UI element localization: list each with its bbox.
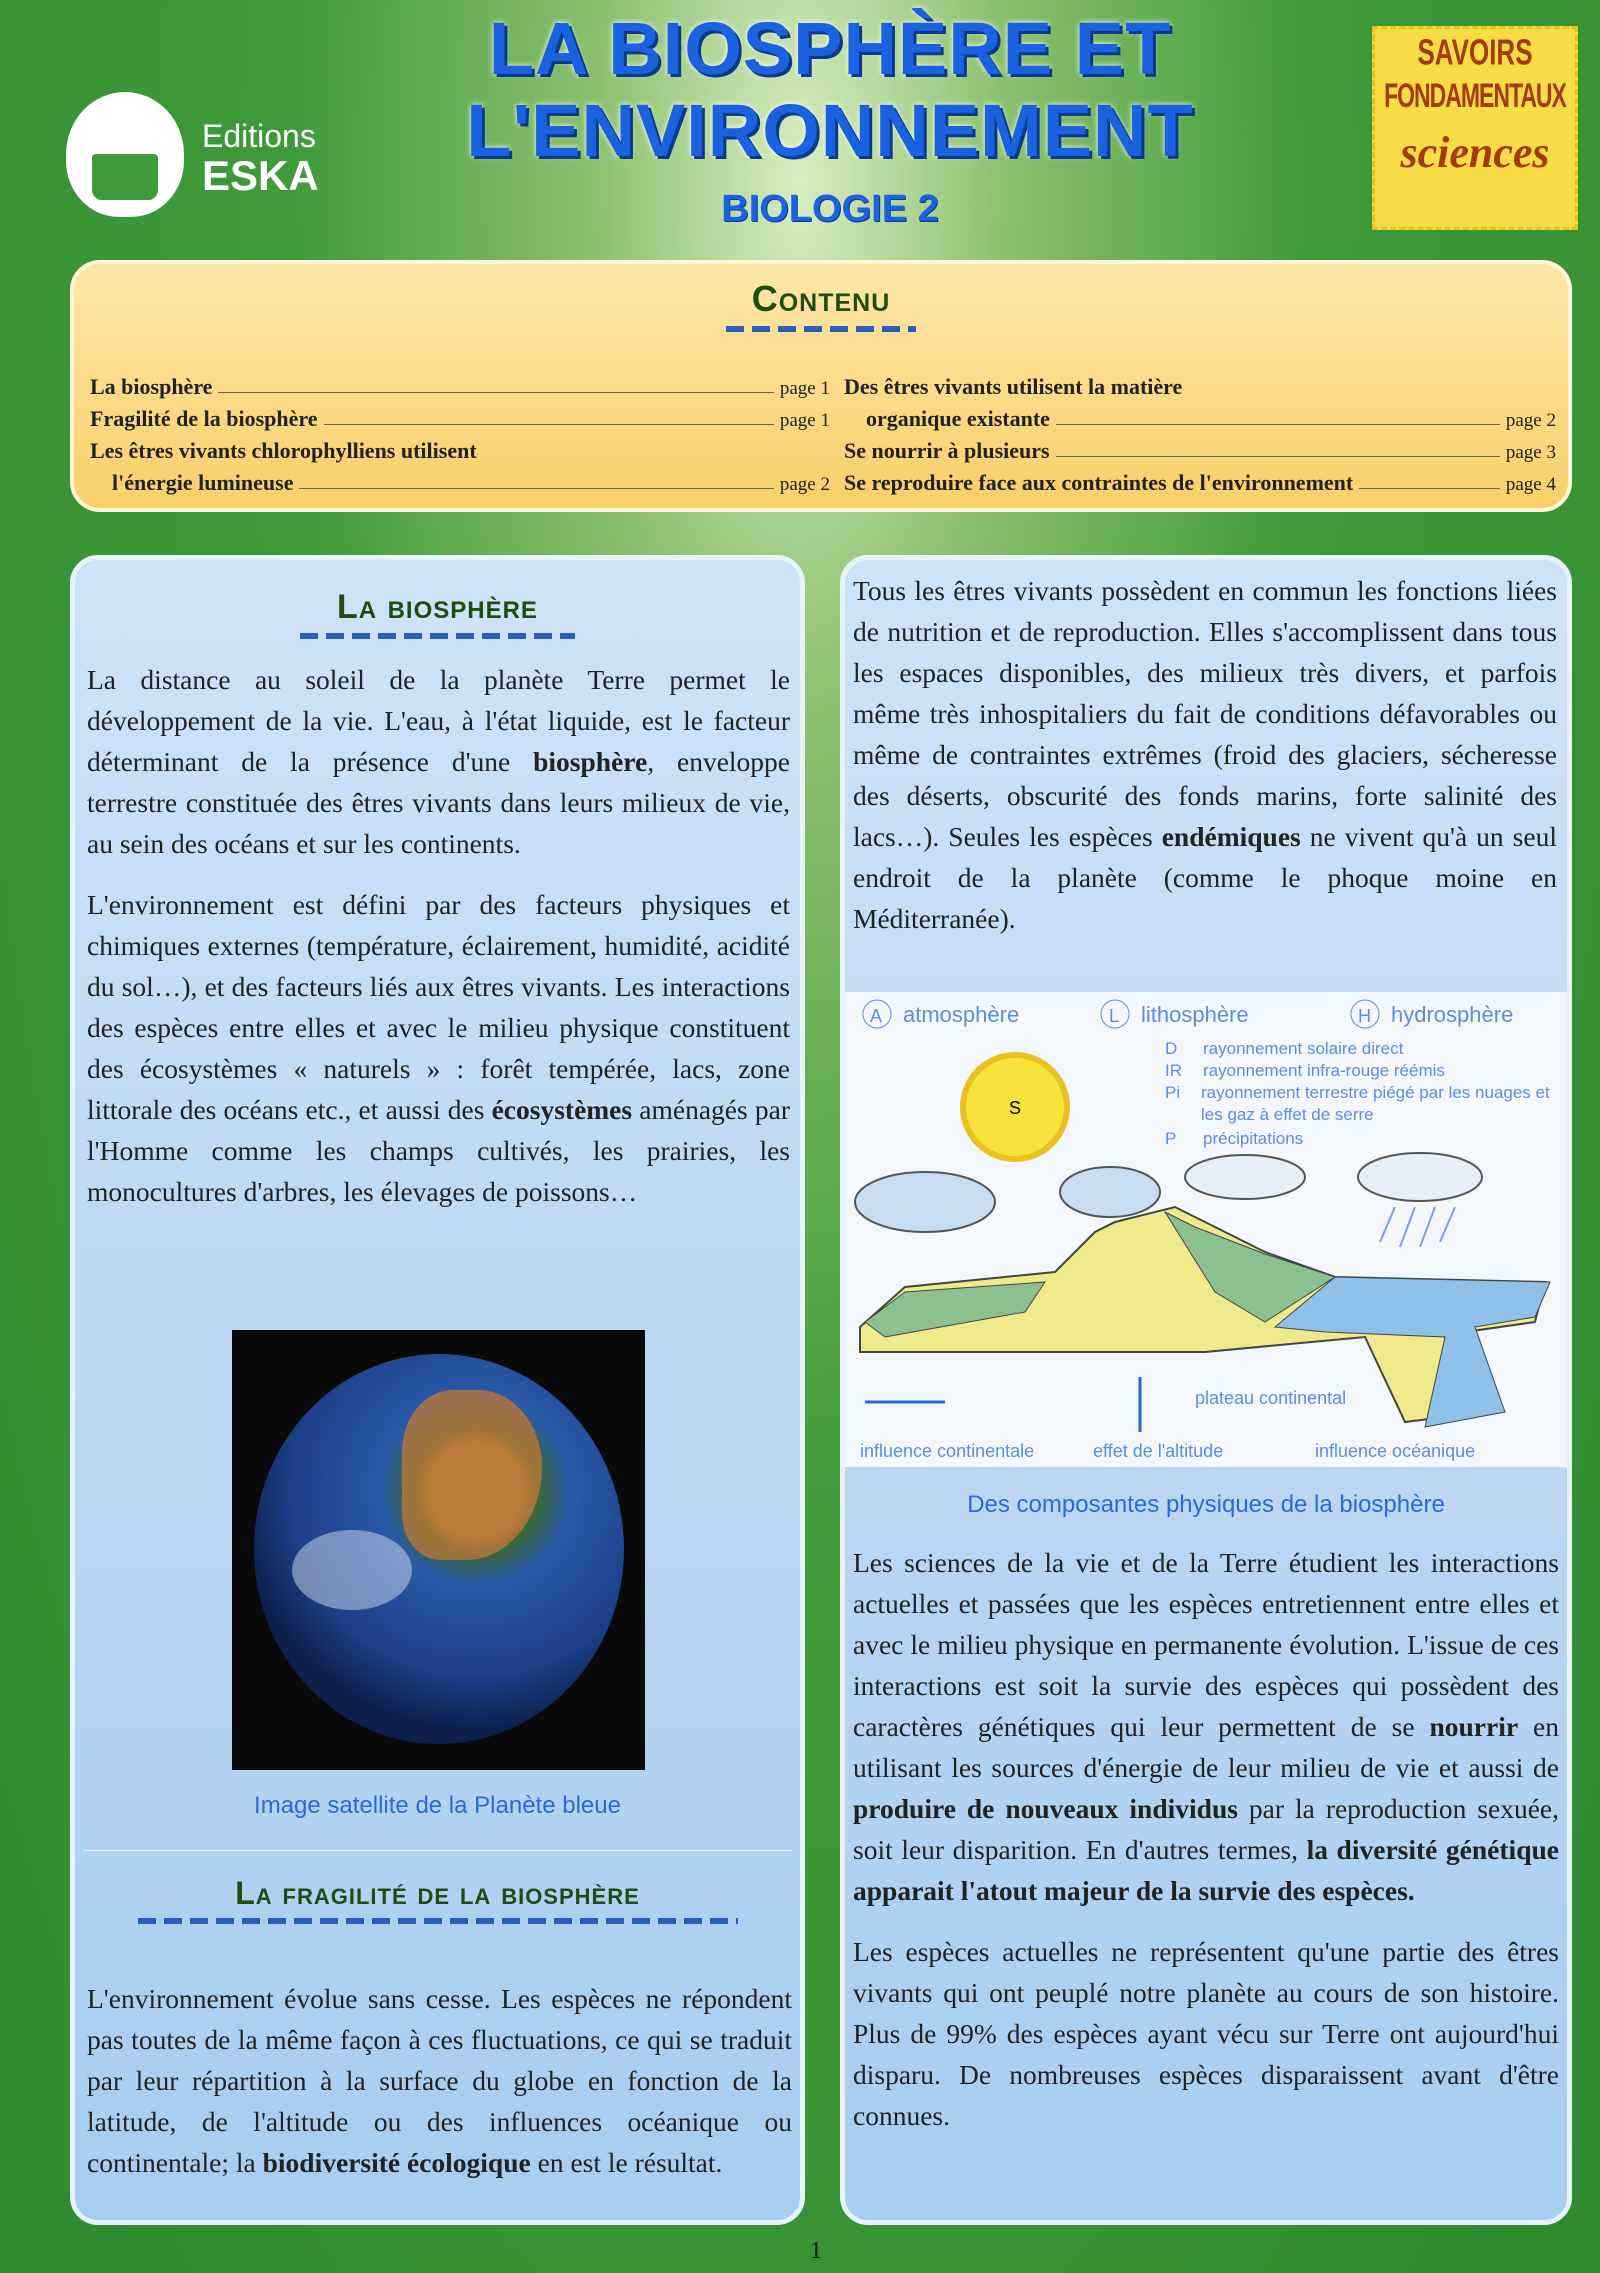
cloud-icon <box>1060 1167 1160 1217</box>
legend-atmosphere: atmosphère <box>903 1002 1020 1027</box>
divider <box>138 1918 738 1924</box>
svg-text:H: H <box>1358 1006 1371 1026</box>
diagram-caption: Des composantes physiques de la biosphère <box>845 1480 1567 1530</box>
svg-text:A: A <box>870 1006 883 1026</box>
note: rayonnement infra-rouge réémis <box>1203 1061 1445 1080</box>
earth-image <box>232 1330 645 1770</box>
note: précipitations <box>1203 1129 1304 1148</box>
logo-book-icon <box>92 154 158 200</box>
page-subtitle: BIOLOGIE 2 <box>721 188 939 230</box>
cloud-icon <box>1185 1155 1305 1199</box>
left-column <box>70 555 805 2225</box>
toc-left <box>90 368 830 496</box>
paragraph: Les espèces actuelles ne représentent qu'une partie des êtres vivants qui ont peuplé notre planète au cours de son histoire. Plus de 99% des espèces ayant vécu sur Terre ont aujourd'hui disparu. De nombreuses espèces disparaissent avant d'être connues. <box>853 1936 1559 2131</box>
toc-item[interactable]: Se reproduire face aux contraintes de l'environnement page 4 <box>844 470 1556 495</box>
toc-right <box>844 368 1556 496</box>
paragraph: Tous les êtres vivants possèdent en commun les fonctions liées de nutrition et de reproduction. Elles s'accomplissent dans tous les espaces disponibles, des milieux très divers, et parfois même très inhospitaliers du fait de conditions défavorables ou même de contraintes extrêmes (froid des glaciers, sécheresse des déserts, obscurité des fonds marins, forte salinité des lacs…). Seules les espèces endémiques ne vivent qu'à un seul endroit de la planète (comme le phoque moine en Méditerranée). <box>853 575 1557 934</box>
paragraph: Les sciences de la vie et de la Terre étudient les interactions actuelles et passées que les espèces entretiennent entre elles et avec le milieu physique en permanente évolution. L'issue de ces interactions est soit la survie des espèces qui possèdent des caractères génétiques qui leur permettent de se nourrir en utilisant les sources d'énergie de leur milieu de vie et aussi de produire de nouveaux individus par la reproduction sexuée, soit leur disparition. En d'autres termes, la diversité génétique apparait l'atout majeur de la survie des espèces. <box>853 1547 1559 1906</box>
paragraph: L'environnement est défini par des facteurs physiques et chimiques externes (température, éclairement, humidité, acidité du sol…), et des facteurs liés aux êtres vivants. Les interactions des espèces entre elles et avec le milieu physique constituent des écosystèmes « naturels » : forêt tempérée, lacs, zone littorale des océans etc., et aussi des écosystèmes aménagés par l'Homme comme les champs cultivés, les prairies, les monocultures d'arbres, les élevages de poissons… <box>87 889 790 1207</box>
svg-text:influence océanique: influence océanique <box>1315 1441 1476 1461</box>
svg-text:S: S <box>1009 1098 1022 1118</box>
toc-item[interactable]: l'énergie lumineuse page 2 <box>112 470 830 495</box>
logo-brand: ESKA <box>202 152 319 199</box>
logo-text: Editions <box>202 118 316 154</box>
svg-text:L: L <box>1109 1006 1120 1026</box>
page-title: LA BIOSPHÈRE ET L'ENVIRONNEMENT <box>466 7 1194 172</box>
svg-text:influence continentale: influence continentale <box>860 1441 1035 1461</box>
svg-text:Pi: Pi <box>1165 1083 1181 1102</box>
divider <box>83 1850 792 1851</box>
table-of-contents <box>70 260 1572 512</box>
toc-item[interactable]: Des êtres vivants utilisent la matière <box>844 374 1183 399</box>
svg-text:D: D <box>1165 1039 1178 1058</box>
contents-title: Contenu <box>751 278 891 319</box>
cloud-icon <box>1358 1153 1482 1201</box>
section-title: La biosphère <box>337 588 538 626</box>
note: rayonnement terrestre piégé par les nuages et les gaz à effet de serre <box>1201 1083 1550 1124</box>
section-title: La fragilité de la biosphère <box>235 1875 640 1911</box>
toc-item[interactable]: Fragilité de la biosphère page 1 <box>90 406 830 431</box>
toc-item[interactable]: organique existante page 2 <box>866 406 1556 431</box>
paragraph: La distance au soleil de la planète Terre permet le développement de la vie. L'eau, à l'état liquide, est le facteur déterminant de la présence d'une biosphère, enveloppe terrestre constituée des êtres vivants dans leurs milieux de vie, au sein des océans et sur les continents. <box>87 664 790 859</box>
toc-item[interactable]: Se nourrir à plusieurs page 3 <box>844 438 1556 463</box>
page-number: 1 <box>810 2238 822 2264</box>
toc-item[interactable]: La biosphère page 1 <box>90 374 830 399</box>
divider <box>726 326 916 332</box>
right-column <box>840 555 1572 2225</box>
image-caption: Image satellite de la Planète bleue <box>254 1792 621 1819</box>
svg-text:IR: IR <box>1165 1061 1182 1080</box>
paragraph: L'environnement évolue sans cesse. Les espèces ne répondent pas toutes de la même façon à ces fluctuations, ce qui se traduit par leur répartition à la surface du globe en fonction de la latitude, de l'altitude ou des influences océanique ou continentale; la biodiversité écologique en est le résultat. <box>87 1983 792 2178</box>
legend-lithosphere: lithosphère <box>1141 1002 1249 1027</box>
collection-badge: SAVOIRS FONDAMENTAUX sciences <box>1372 26 1578 230</box>
note: rayonnement solaire direct <box>1203 1039 1404 1058</box>
biosphere-diagram <box>845 992 1567 1467</box>
svg-text:P: P <box>1165 1129 1177 1148</box>
legend-hydrosphere: hydrosphère <box>1391 1002 1514 1027</box>
eska-logo <box>66 92 336 222</box>
cloud-icon <box>855 1172 995 1232</box>
toc-item[interactable]: Les êtres vivants chlorophylliens utilisent <box>90 438 477 463</box>
plateau-label: plateau continental <box>1195 1388 1347 1408</box>
svg-text:effet de l'altitude: effet de l'altitude <box>1093 1441 1224 1461</box>
